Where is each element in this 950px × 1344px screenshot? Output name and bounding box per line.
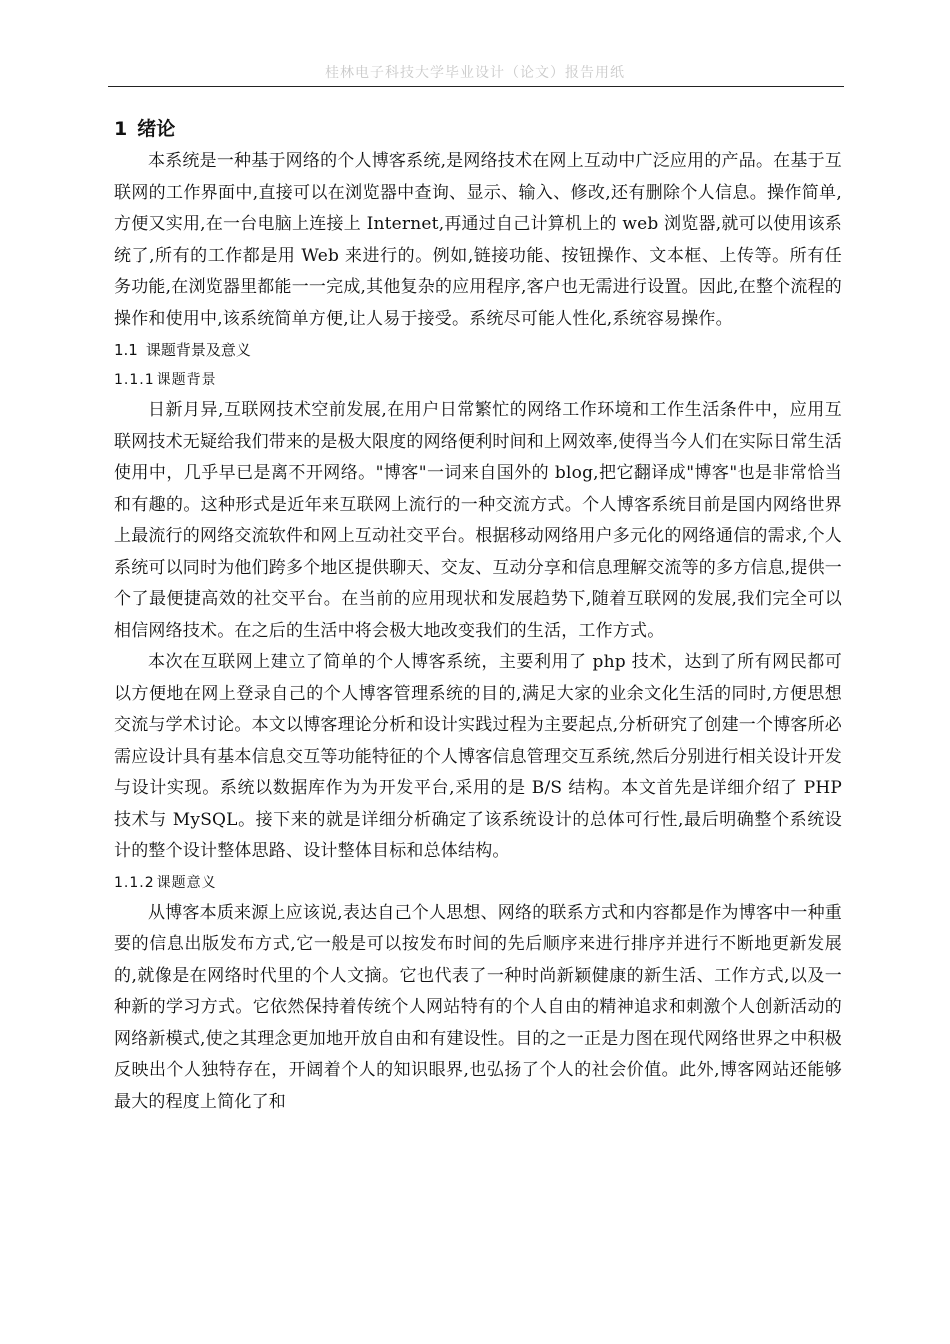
header-rule	[108, 86, 844, 87]
subsection-title: 课题意义	[156, 874, 217, 891]
subsection-heading-1-1-1	[114, 365, 842, 395]
chapter-intro-paragraph: 本系统是一种基于网络的个人博客系统,是网络技术在网上互动中广泛应用的产品。在基于互联网的工作界面中,直接可以在浏览器中查询、显示、输入、修改,还有删除个人信息。操作简单,方便又实用,在一台电脑上连接上 Internet,再通过自己计算机上的 web 浏览器,就可以使用该系统了,所有的工作都是用 Web 来进行的。例如,链接功能、按钮操作、文本框、上传等。所有任务功能,在浏览器里都能一一完成,其他复杂的应用程序,客户也无需进行设置。因此,在整个流程的操作和使用中,该系统简单方便,让人易于接受。系统尽可能人性化,系统容易操作。	[114, 151, 842, 329]
chapter-heading	[114, 112, 842, 146]
significance-paragraph-1: 从博客本质来源上应该说,表达自己个人思想、网络的联系方式和内容都是作为博客中一种重要的信息出版发布方式,它一般是可以按发布时间的先后顺序来进行排序并进行不断地更新发展的,就像是在网络时代里的个人文摘。它也代表了一种时尚新颖健康的新生活、工作方式,以及一种新的学习方式。它依然保持着传统个人网站特有的个人自由的精神追求和刺激个人创新活动的网络新模式,使之其理念更加地开放自由和有建设性。目的之一正是力图在现代网络世界之中积极反映出个人独特存在，开阔着个人的知识眼界,也弘扬了个人的社会价值。此外,博客网站还能够最大的程度上简化了和	[114, 902, 843, 1112]
chapter-number: 1	[114, 118, 128, 140]
subsection-number: 1.1.2	[114, 874, 155, 891]
subsection-title: 课题背景	[156, 372, 217, 388]
section-number: 1.1	[114, 341, 138, 359]
chapter-title: 绪论	[137, 118, 176, 140]
background-paragraph-1: 日新月异,互联网技术空前发展,在用户日常繁忙的网络工作环境和工作生活条件中，应用互联网技术无疑给我们带来的是极大限度的网络便利时间和上网效率,使得当今人们在实际日常生活使用中，几乎早已是离不开网络。"博客"一词来自国外的 blog,把它翻译成"博客"也是非常恰当和有趣的。这种形式是近年来互联网上流行的一种交流方式。个人博客系统目前是国内网络世界上最流行的网络交流软件和网上互动社交平台。根据移动网络用户多元化的网络通信的需求,个人系统可以同时为他们跨多个地区提供聊天、交友、互动分享和信息理解交流等的多方信息,提供一个了最便捷高效的社交平台。在当前的应用现状和发展趋势下,随着互联网的发展,我们完全可以相信网络技术。在之后的生活中将会极大地改变我们的生活，工作方式。	[114, 400, 843, 641]
document-body	[114, 112, 842, 1118]
section-title: 课题背景及意义	[145, 341, 251, 359]
section-heading-1-1	[114, 335, 842, 365]
subsection-number: 1.1.1	[114, 372, 155, 388]
background-paragraph-2: 本次在互联网上建立了简单的个人博客系统，主要利用了 php 技术，达到了所有网民都可以方便地在网上登录自己的个人博客管理系统的目的,满足大家的业余文化生活的同时,方便思想交流与学术讨论。本文以博客理论分析和设计实践过程为主要起点,分析研究了创建一个博客所必需应设计具有基本信息交互等功能特征的个人博客信息管理交互系统,然后分别进行相关设计开发与设计实现。系统以数据库作为为开发平台,采用的是 B/S 结构。本文首先是详细介绍了 PHP 技术与 MySQL。接下来的就是详细分析确定了该系统设计的总体可行性,最后明确整个系统设计的整个设计整体思路、设计整体目标和总体结构。	[114, 652, 843, 861]
page-header: 桂林电子科技大学毕业设计（论文）报告用纸	[325, 65, 625, 81]
subsection-heading-1-1-2	[114, 868, 842, 898]
